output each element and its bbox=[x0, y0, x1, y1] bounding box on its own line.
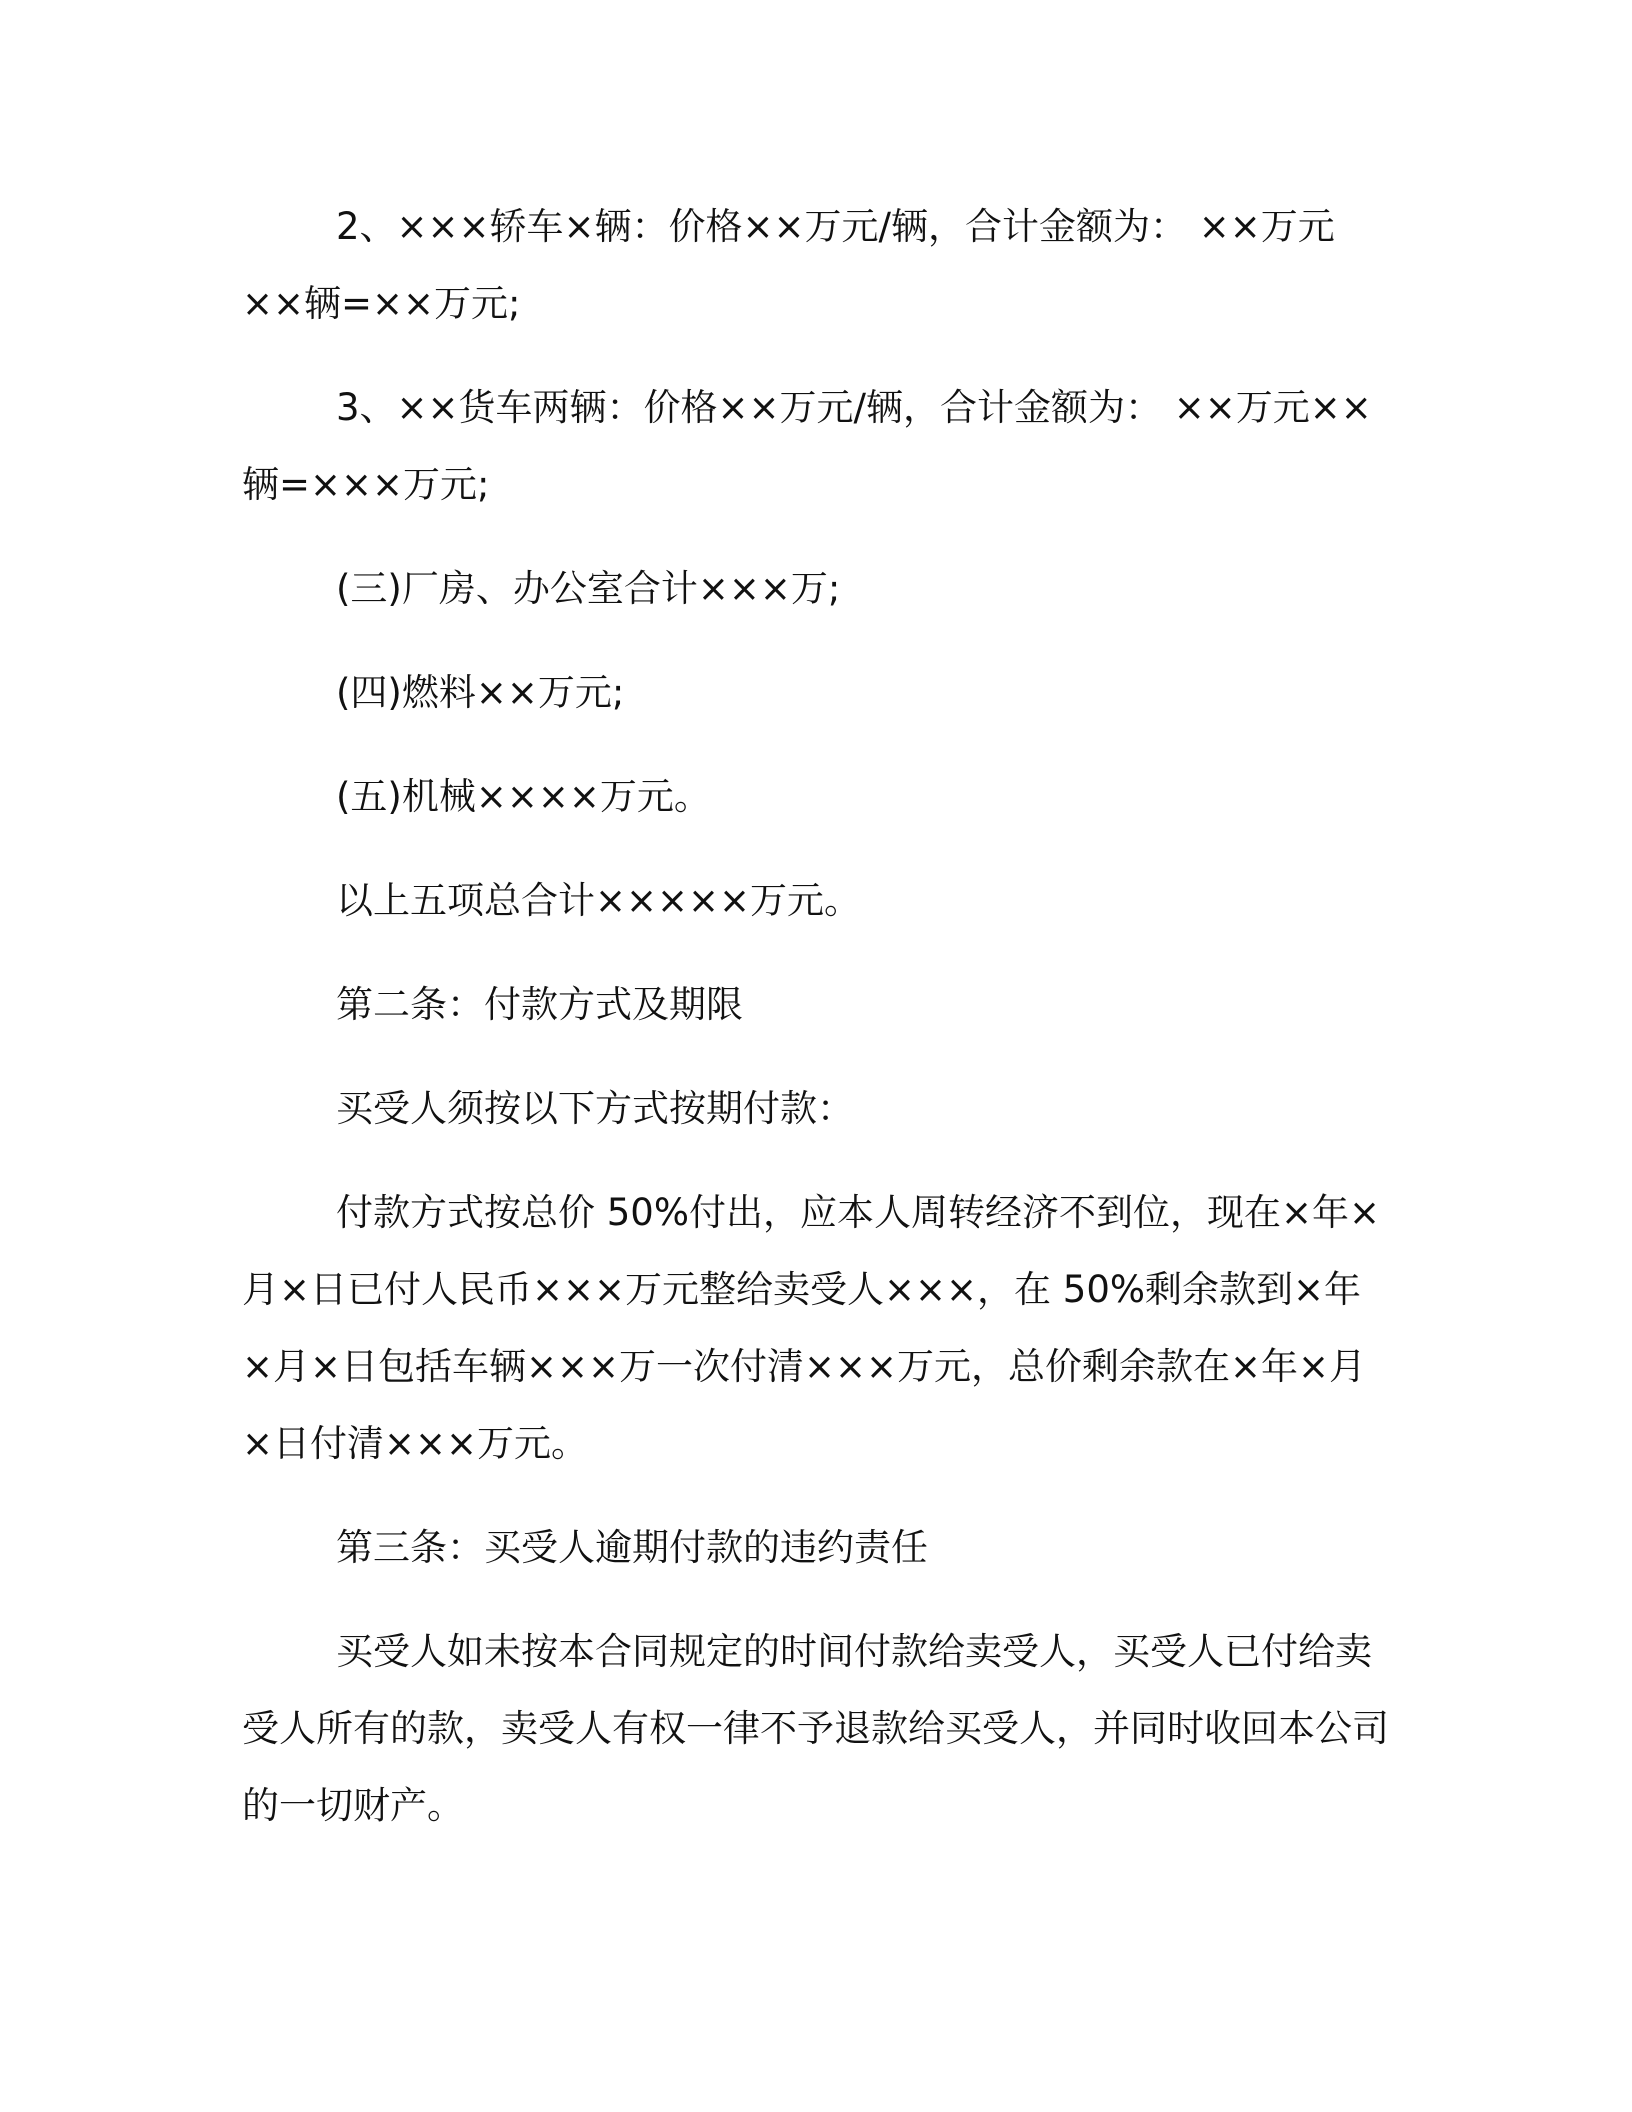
document-body bbox=[242, 188, 1392, 1844]
paragraph-item-5-machinery: (五)机械××××万元。 bbox=[336, 775, 711, 818]
payment-intro: 买受人须按以下方式按期付款： bbox=[336, 1087, 854, 1130]
payment-terms: 付款方式按总价 50%付出，应本人周转经济不到位，现在×年×月×日已付人民币×××万元整给卖受人×××，在 50%剩余款到×年×月×日包括车辆×××万一次付清×××万元，总价剩余款在×年×月×日付清×××万元。 bbox=[242, 1191, 1381, 1465]
paragraph-item-4-fuel: (四)燃料××万元; bbox=[336, 671, 625, 714]
article-3-heading: 第三条：买受人逾期付款的违约责任 bbox=[336, 1526, 928, 1569]
article-2-heading: 第二条：付款方式及期限 bbox=[336, 983, 743, 1026]
paragraph-item-3-factory-office: (三)厂房、办公室合计×××万; bbox=[336, 567, 841, 610]
paragraph-total: 以上五项总合计×××××万元。 bbox=[336, 879, 862, 922]
paragraph-item-3-trucks: 3、××货车两辆：价格××万元/辆，合计金额为： ××万元××辆=×××万元; bbox=[242, 386, 1372, 506]
breach-liability: 买受人如未按本合同规定的时间付款给卖受人，买受人已付给卖受人所有的款，卖受人有权一律不予退款给买受人，并同时收回本公司的一切财产。 bbox=[242, 1630, 1389, 1827]
paragraph-item-2-sedan: 2、×××轿车×辆：价格××万元/辆，合计金额为： ××万元××辆=××万元; bbox=[242, 205, 1335, 325]
